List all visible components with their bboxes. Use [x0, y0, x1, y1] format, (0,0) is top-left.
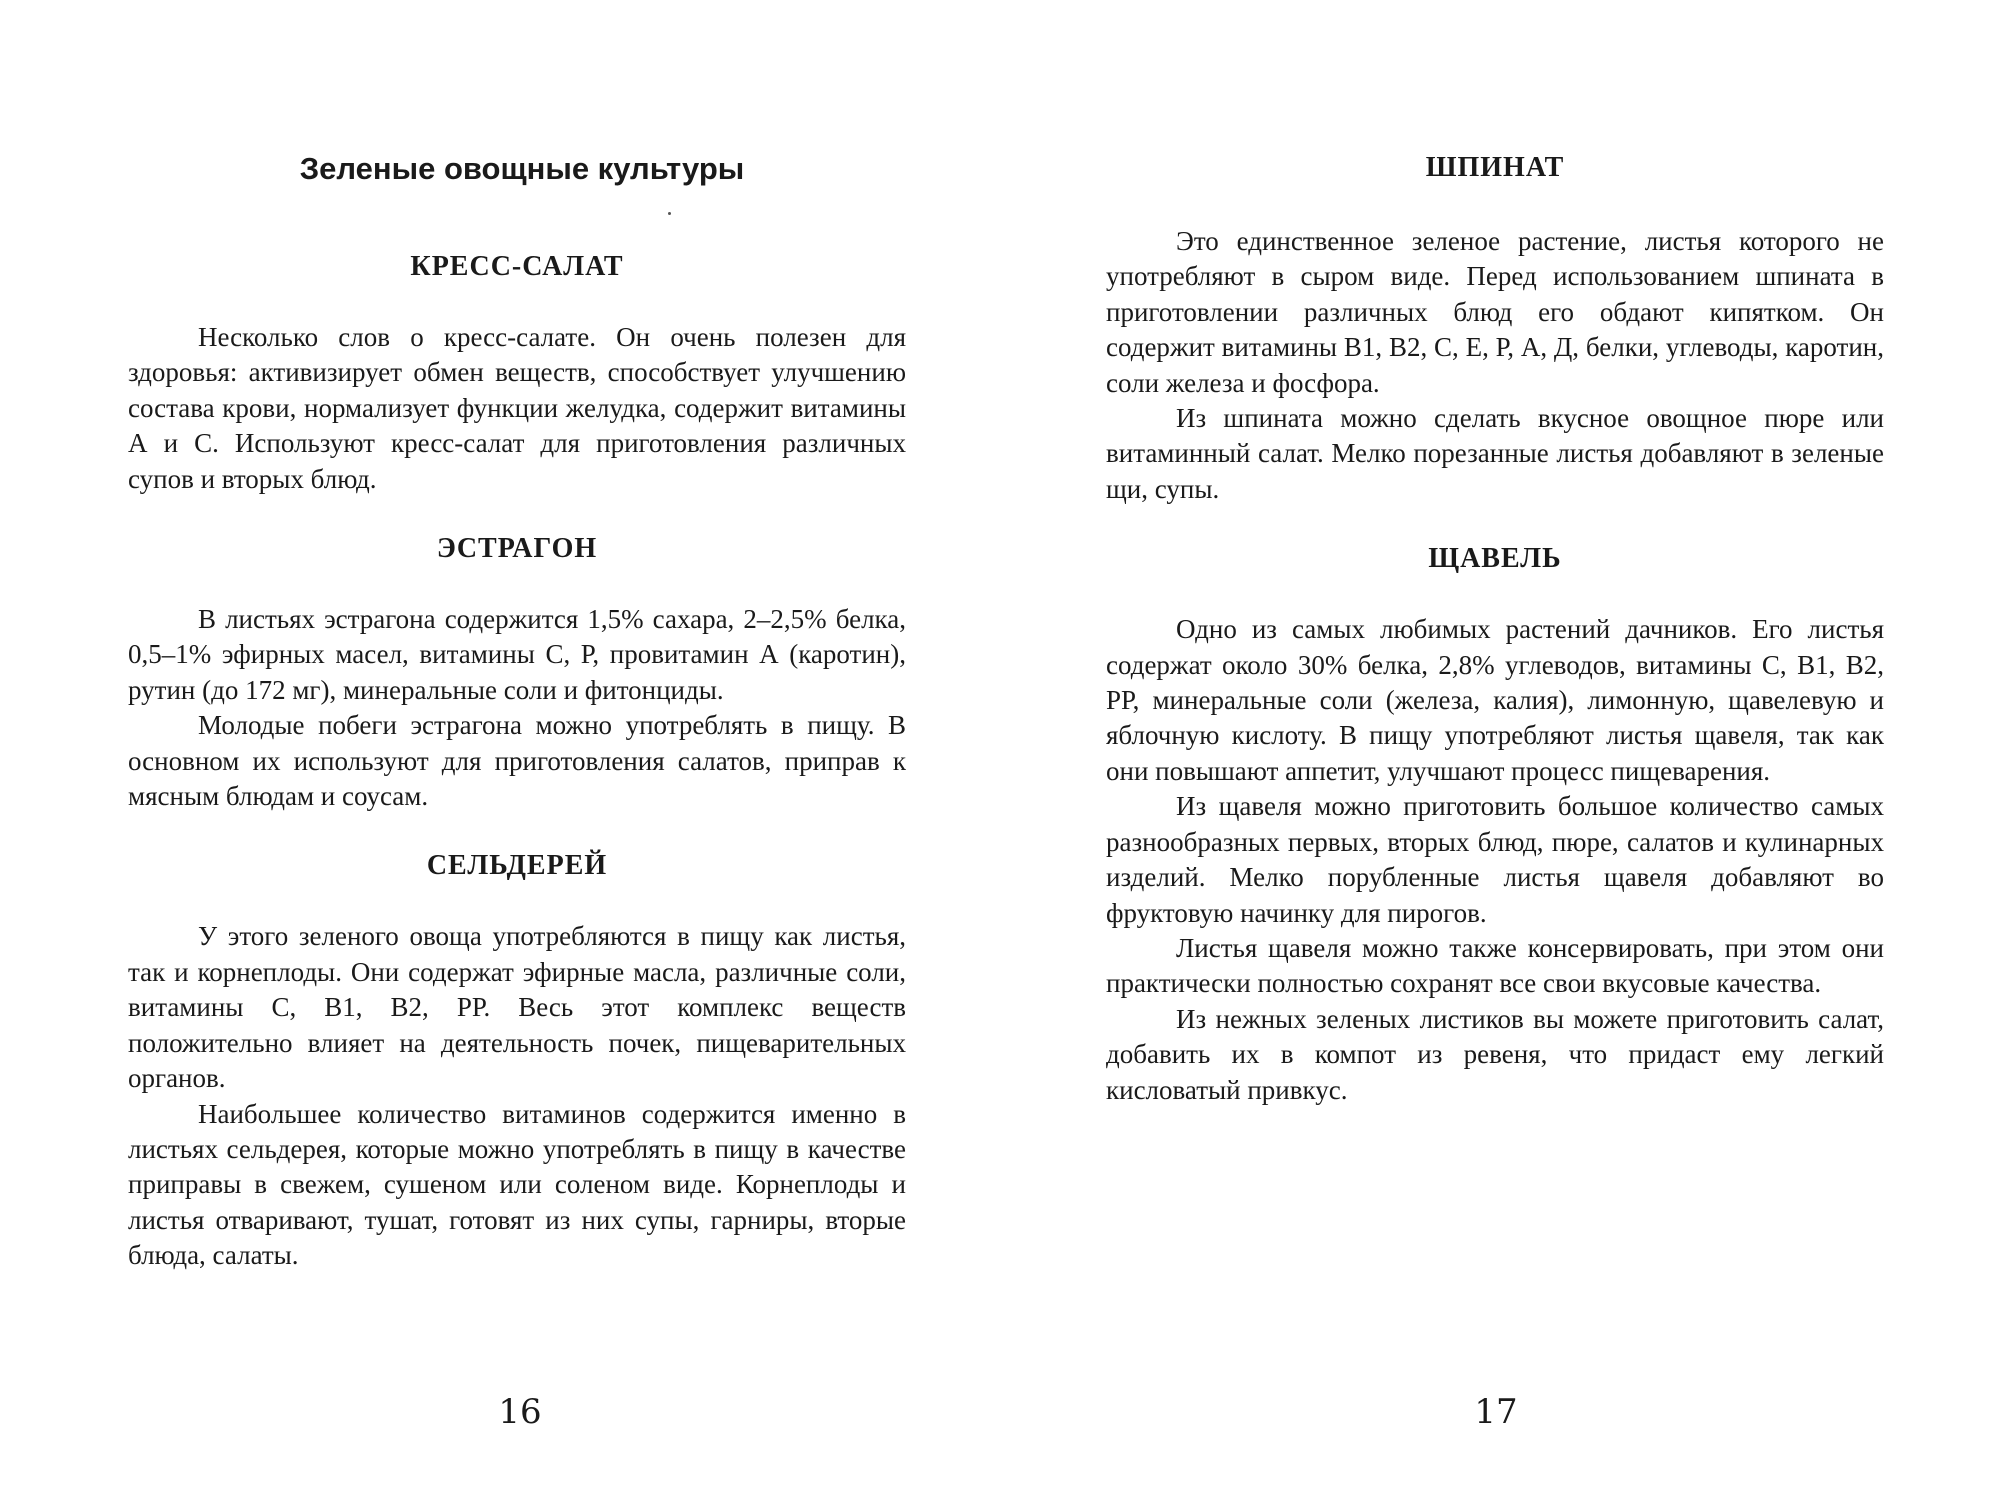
paragraph-sorrel-4: Из нежных зеленых листиков вы можете приготовить салат, добавить их в компот из ревеня, что придаст ему легкий кисловатый привкус. [1106, 1003, 1884, 1105]
chapter-title: Зеленые овощные культуры [299, 151, 745, 186]
paragraph-celery-2: Наибольшее количество витаминов содержится именно в листьях сельдерея, которые можно употреблять в пищу в качестве приправы в свежем, сушеном или соленом виде. Корнеплоды и листья отваривают, тушат, готовят из них супы, гарниры, вторые блюда, салаты. [128, 1098, 906, 1271]
paragraph-sorrel-1: Одно из самых любимых растений дачников. Его листья содержат около 30% белка, 2,8% углеводов, витамины С, В1, В2, РР, минеральные соли (железа, калия), лимонную, щавелевую и яблочную кислоту. В пищу употребляют листья щавеля, так как они повышают аппетит, улучшают процесс пищеварения. [1106, 614, 1884, 786]
page-number-left: 16 [498, 1392, 542, 1432]
right-page-column [1106, 150, 1884, 1108]
section-heading-tarragon: ЭСТРАГОН [436, 533, 598, 565]
page-number-right: 17 [1474, 1392, 1518, 1432]
paragraph-sorrel-2: Из щавеля можно приготовить большое количество самых разнообразных первых, вторых блюд, пюре, салатов и кулинарных изделий. Мелко порубленные листья щавеля добавляют во фруктовую начинку для пирогов. [1106, 791, 1884, 928]
section-heading-spinach: ШПИНАТ [1425, 152, 1565, 183]
left-page-column [128, 150, 906, 1274]
section-heading-sorrel: ЩАВЕЛЬ [1428, 543, 1562, 575]
right-page [1000, 0, 2000, 1506]
stray-dot-mark [668, 212, 671, 215]
paragraph-cress-1: Несколько слов о кресс-салате. Он очень полезен для здоровья: активизирует обмен веществ, способствует улучшению состава крови, нормализует функции желудка, содержит витамины А и С. Используют кресс-салат для приготовления различных супов и вторых блюд. [128, 322, 906, 494]
section-heading-cress: КРЕСС-САЛАТ [410, 251, 624, 282]
paragraph-celery-1: У этого зеленого овоща употребляются в пищу как листья, так и корнеплоды. Они содержат эфирные масла, различные соли, витамины С, В1, В2, РР. Весь этот комплекс веществ положительно влияет на деятельность почек, пищеварительных органов. [128, 921, 906, 1094]
section-heading-celery: СЕЛЬДЕРЕЙ [426, 850, 608, 882]
paragraph-tarragon-2: Молодые побеги эстрагона можно употреблять в пищу. В основном их используют для приготовления салатов, приправ к мясным блюдам и соусам. [128, 710, 906, 812]
paragraph-tarragon-1: В листьях эстрагона содержится 1,5% сахара, 2–2,5% белка, 0,5–1% эфирных масел, витамины С, Р, провитамин А (каротин), рутин (до 172 мг), минеральные соли и фитонциды. [128, 604, 906, 705]
paragraph-sorrel-3: Листья щавеля можно также консервировать, при этом они практически полностью сохранят все свои вкусовые качества. [1106, 932, 1884, 999]
paragraph-spinach-2: Из шпината можно сделать вкусное овощное пюре или витаминный салат. Мелко порезанные листья добавляют в зеленые щи, супы. [1106, 403, 1884, 504]
paragraph-spinach-1: Это единственное зеленое растение, листья которого не употребляют в сыром виде. Перед использованием шпината в приготовлении различных блюд его обдают кипятком. Он содержит витамины В1, В2, С, Е, Р, А, Д, белки, углеводы, каротин, соли железа и фосфора. [1106, 226, 1884, 398]
